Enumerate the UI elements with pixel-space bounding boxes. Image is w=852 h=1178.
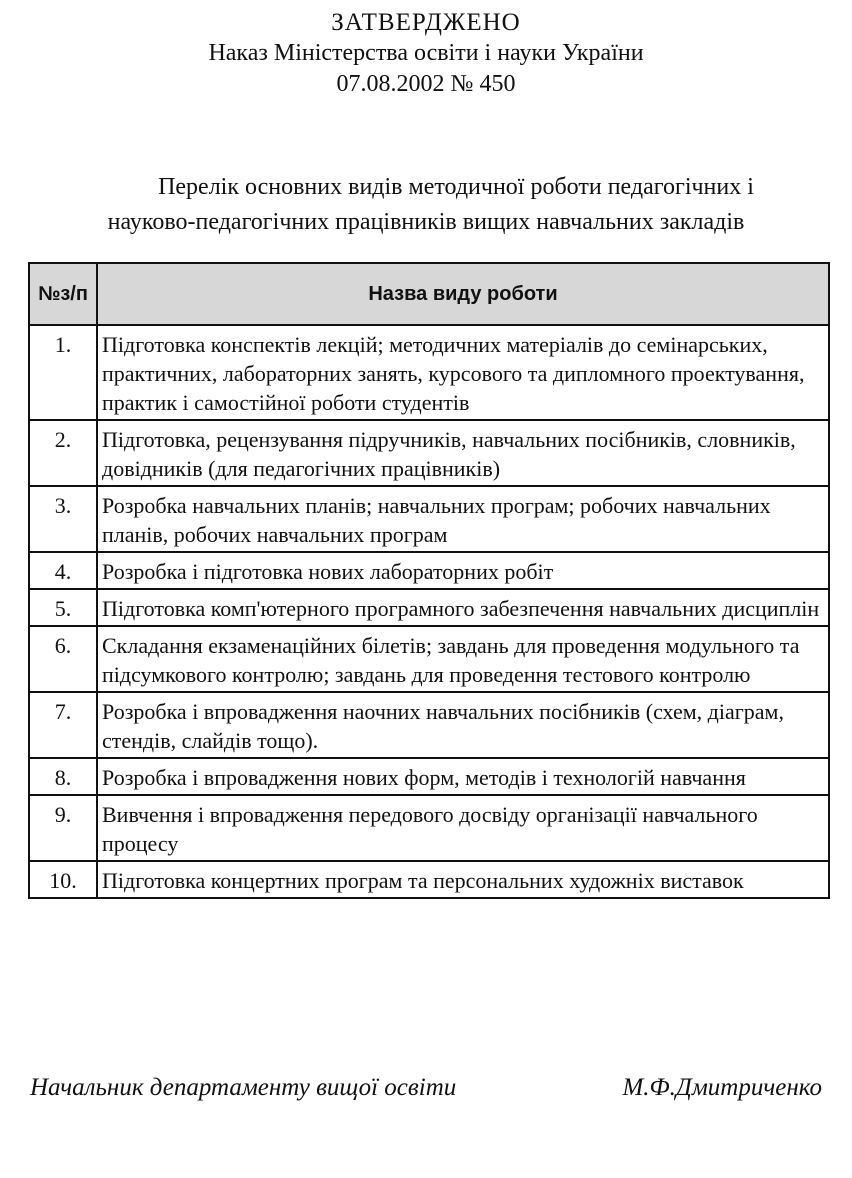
document-title-line-2: науково-педагогічних працівників вищих навчальних закладів	[107, 209, 745, 235]
row-work-name: Підготовка комп'ютерного програмного забезпечення навчальних дисциплін	[97, 589, 829, 626]
row-work-name: Підготовка конспектів лекцій; методичних матеріалів до семінарських, практичних, лабораторних занять, курсового та дипломного проектування, практик і самостійної роботи студентів	[97, 325, 829, 420]
row-work-name: Розробка навчальних планів; навчальних програм; робочих навчальних планів, робочих навчальних програм	[97, 486, 829, 552]
row-number: 1.	[29, 325, 97, 420]
row-work-name: Розробка і впровадження нових форм, методів і технологій навчання	[97, 758, 829, 795]
table-row	[29, 692, 829, 758]
work-types-table	[28, 262, 830, 899]
row-number: 8.	[29, 758, 97, 795]
row-number: 7.	[29, 692, 97, 758]
approval-stamp	[0, 8, 852, 100]
row-work-name: Вивчення і впровадження передового досвіду організації навчального процесу	[97, 795, 829, 861]
table-row	[29, 486, 829, 552]
row-work-name: Підготовка, рецензування підручників, навчальних посібників, словників, довідників (для педагогічних працівників)	[97, 420, 829, 486]
document-title-line-1: Перелік основних видів методичної роботи педагогічних і	[158, 174, 754, 200]
table-header-row	[29, 263, 829, 325]
row-number: 4.	[29, 552, 97, 589]
table-row	[29, 552, 829, 589]
row-work-name: Розробка і підготовка нових лабораторних робіт	[97, 552, 829, 589]
column-header-work-name: Назва виду роботи	[97, 263, 829, 325]
row-number: 5.	[29, 589, 97, 626]
signature-block	[30, 1072, 822, 1104]
table-row	[29, 795, 829, 861]
row-work-name: Розробка і впровадження наочних навчальних посібників (схем, діаграм, стендів, слайдів тощо).	[97, 692, 829, 758]
row-number: 6.	[29, 626, 97, 692]
table-row	[29, 589, 829, 626]
signatory-name: М.Ф.Дмитриченко	[622, 1074, 822, 1101]
row-number: 2.	[29, 420, 97, 486]
row-number: 9.	[29, 795, 97, 861]
signatory-position: Начальник департаменту вищої освіти	[30, 1074, 457, 1101]
table-row	[29, 861, 829, 898]
row-work-name: Підготовка концертних програм та персональних художніх виставок	[97, 861, 829, 898]
approval-date-number: 07.08.2002 № 450	[336, 71, 516, 97]
table-row	[29, 325, 829, 420]
approval-order: Наказ Міністерства освіти і науки України	[208, 40, 644, 66]
table-row	[29, 420, 829, 486]
row-work-name: Складання екзаменаційних білетів; завдань для проведення модульного та підсумкового контролю; завдань для проведення тестового контролю	[97, 626, 829, 692]
table-row	[29, 626, 829, 692]
document-title	[20, 170, 832, 240]
column-header-number: №з/п	[29, 263, 97, 325]
row-number: 10.	[29, 861, 97, 898]
table-row	[29, 758, 829, 795]
row-number: 3.	[29, 486, 97, 552]
approval-title: ЗАТВЕРДЖЕНО	[331, 9, 521, 36]
